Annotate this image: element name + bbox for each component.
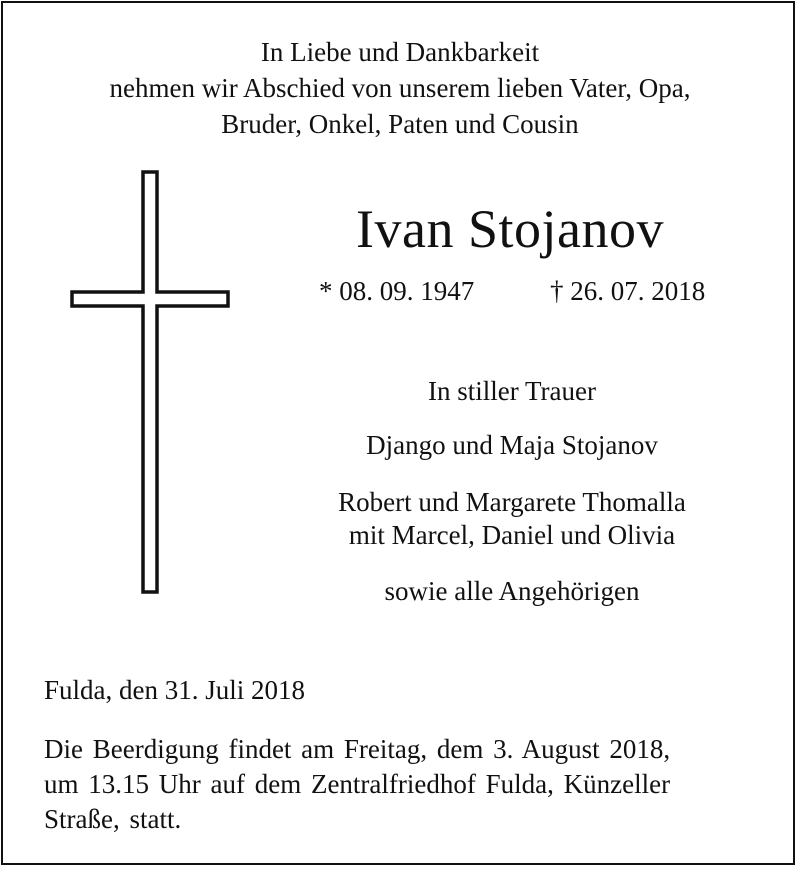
intro-line-1: In Liebe und Dankbarkeit [260, 37, 540, 67]
funeral-line-3: Straße, statt. [44, 804, 182, 834]
death-date: † 26. 07. 2018 [550, 276, 706, 306]
funeral-line-2: um 13.15 Uhr auf dem Zentralfriedhof Fulda, Künzeller [44, 769, 671, 799]
mourner-group-2-line-1: Robert und Margarete Thomalla [338, 487, 686, 517]
funeral-info [44, 732, 670, 837]
birth-date: * 08. 09. 1947 [319, 276, 475, 306]
mourning-heading: In stiller Trauer [428, 376, 596, 406]
funeral-line-1: Die Beerdigung findet am Freitag, dem 3. August 2018, [44, 734, 671, 764]
cross-icon [68, 170, 232, 594]
place-date: Fulda, den 31. Juli 2018 [44, 675, 305, 705]
intro-line-3: Bruder, Onkel, Paten und Cousin [221, 109, 579, 139]
mourner-group-1: Django und Maja Stojanov [366, 430, 658, 460]
deceased-name: Ivan Stojanov [356, 199, 664, 259]
intro-line-2: nehmen wir Abschied von unserem lieben Vater, Opa, [109, 73, 691, 103]
mourner-group-3: sowie alle Angehörigen [384, 576, 640, 606]
mourner-group-2-line-2: mit Marcel, Daniel und Olivia [348, 520, 676, 550]
intro-text [0, 34, 800, 142]
mourner-group-2 [262, 486, 762, 552]
